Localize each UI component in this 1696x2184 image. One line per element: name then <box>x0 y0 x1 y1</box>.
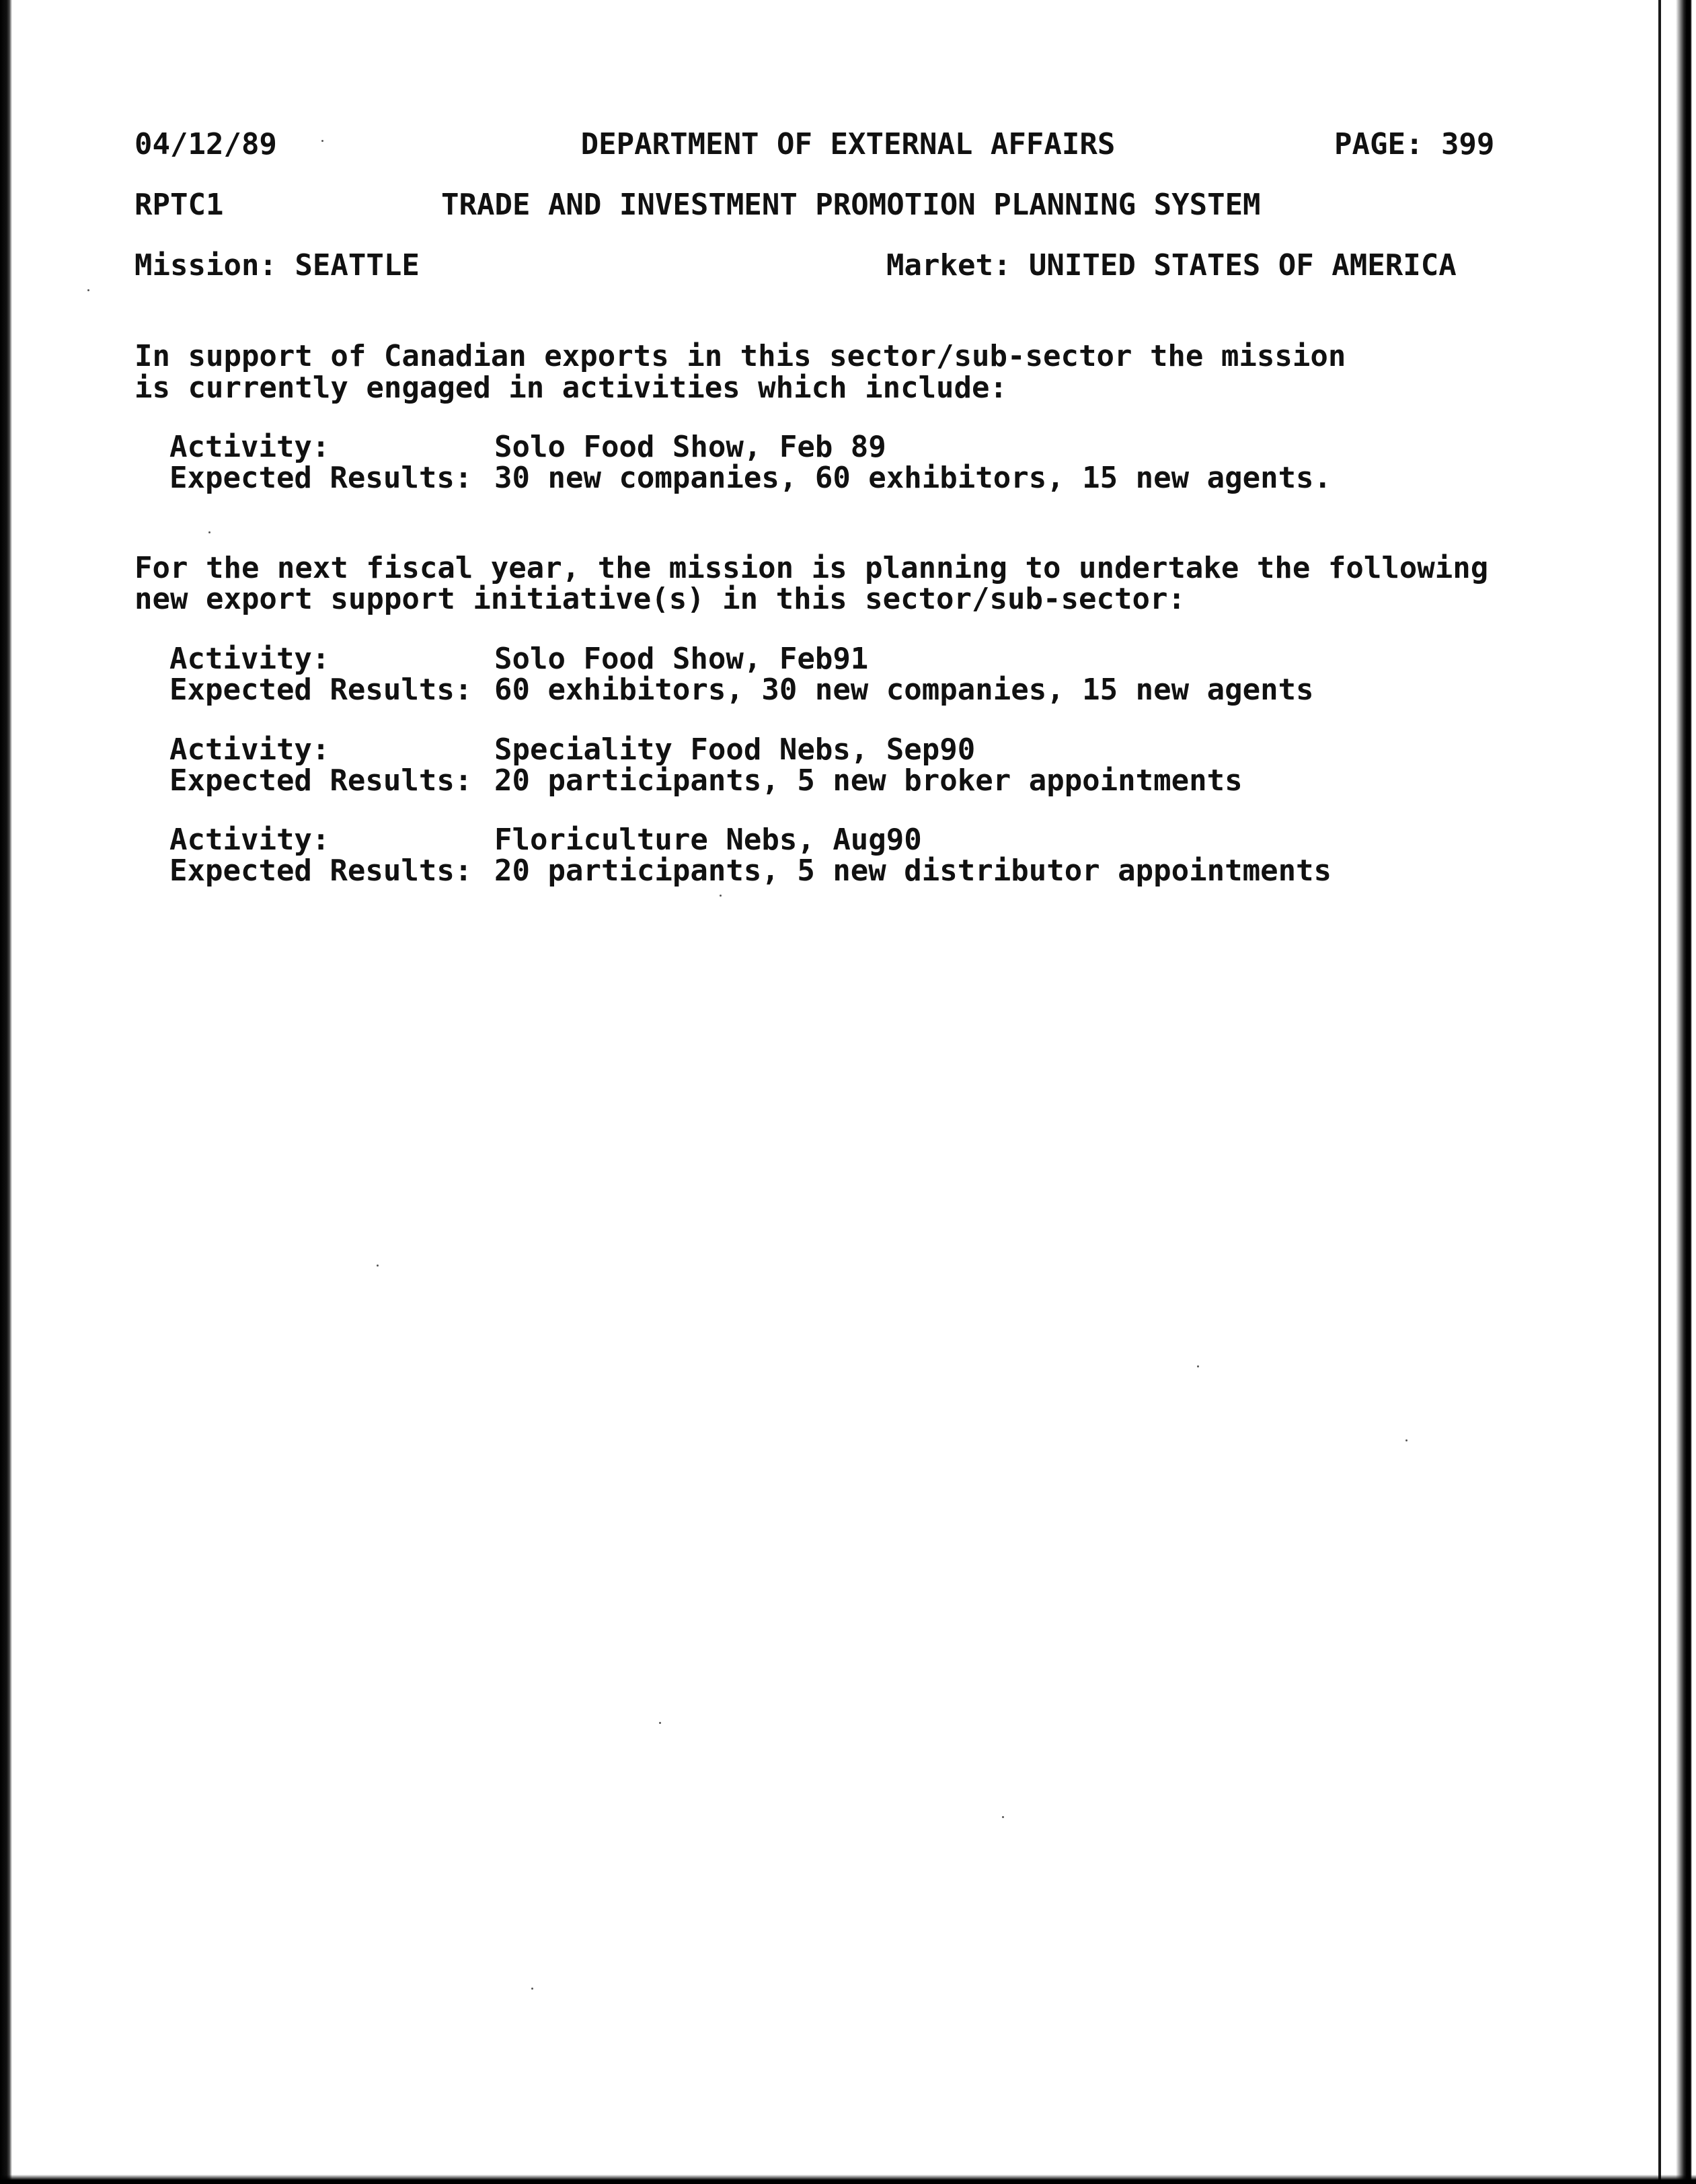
activity-label: Activity: <box>169 732 330 767</box>
results-label: Expected Results: <box>169 763 473 798</box>
scan-speck <box>659 1722 661 1724</box>
activity-label: Activity: <box>169 642 330 676</box>
market-field: Market: UNITED STATES OF AMERICA <box>886 248 1457 283</box>
activity-value: Solo Food Show, Feb 89 <box>494 430 886 464</box>
scan-speck <box>720 895 722 897</box>
current-intro-line-2: is currently engaged in activities which include: <box>134 371 1008 405</box>
scan-speck <box>531 1988 533 1990</box>
scan-speck <box>1405 1439 1408 1441</box>
results-value: 20 participants, 5 new broker appointments <box>494 763 1243 798</box>
scan-edge-bottom <box>0 2175 1696 2184</box>
current-intro-line-1: In support of Canadian exports in this sector/sub-sector the mission <box>134 339 1346 373</box>
results-value: 30 new companies, 60 exhibitors, 15 new agents. <box>494 461 1332 495</box>
results-label: Expected Results: <box>169 461 473 495</box>
scan-edge-left <box>0 0 12 2184</box>
activity-value: Floriculture Nebs, Aug90 <box>494 823 922 857</box>
activity-label: Activity: <box>169 823 330 857</box>
report-date: 04/12/89 <box>134 127 277 161</box>
next-intro-line-2: new export support initiative(s) in this sector/sub-sector: <box>134 582 1186 616</box>
scan-speck <box>87 289 89 291</box>
scan-edge-right <box>1676 0 1696 2184</box>
activity-value: Solo Food Show, Feb91 <box>494 642 869 676</box>
page-number: PAGE: 399 <box>1334 127 1495 161</box>
scan-speck <box>1197 1365 1199 1367</box>
results-label: Expected Results: <box>169 854 473 888</box>
results-value: 20 participants, 5 new distributor appointments <box>494 854 1332 888</box>
results-label: Expected Results: <box>169 673 473 707</box>
scan-speck <box>208 531 210 533</box>
scan-speck <box>377 1265 379 1267</box>
report-code: RPTC1 <box>134 188 224 222</box>
activity-value: Speciality Food Nebs, Sep90 <box>494 732 976 767</box>
scan-edge-right-line <box>1658 0 1661 2184</box>
department-title: DEPARTMENT OF EXTERNAL AFFAIRS <box>580 127 1116 161</box>
scan-speck <box>1002 1816 1004 1818</box>
system-title: TRADE AND INVESTMENT PROMOTION PLANNING SYSTEM <box>441 188 1261 222</box>
scan-speck <box>321 140 323 142</box>
results-value: 60 exhibitors, 30 new companies, 15 new agents <box>494 673 1314 707</box>
activity-label: Activity: <box>169 430 330 464</box>
next-intro-line-1: For the next fiscal year, the mission is planning to undertake the following <box>134 551 1489 585</box>
mission-field: Mission: SEATTLE <box>134 248 420 283</box>
